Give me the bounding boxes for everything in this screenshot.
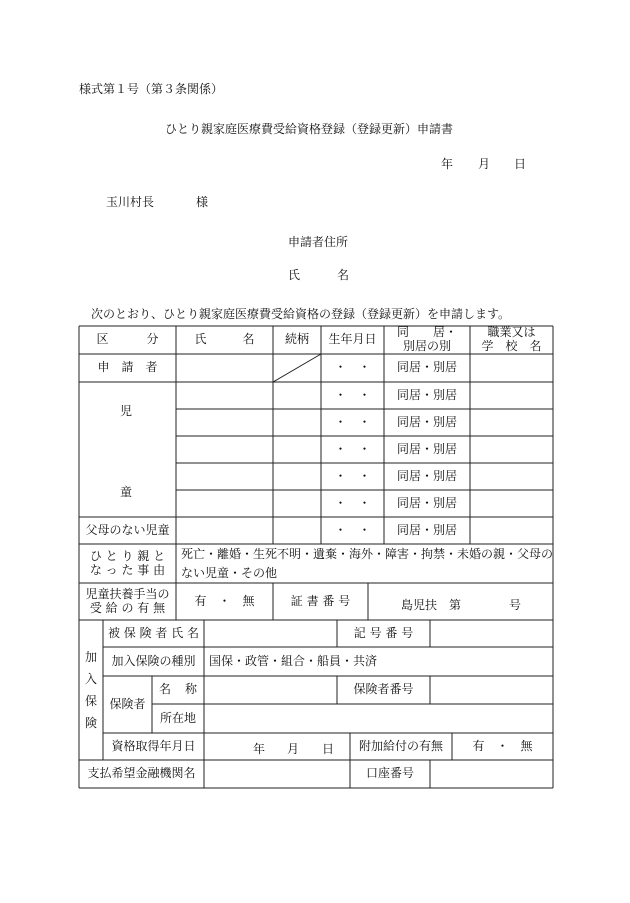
child-label-2: 童: [120, 485, 133, 499]
date-month-label: 月: [478, 157, 491, 171]
qualification-date-label: 資格取得年月日: [111, 738, 196, 753]
child-2-cohab[interactable]: 同居・別居: [396, 414, 457, 429]
insurance-side-char-2: 入: [84, 672, 97, 686]
header-name: [176, 326, 273, 354]
insured-name-label: 被 保 険 者 氏 名: [107, 625, 200, 640]
insurer-address-label: 所在地: [159, 710, 196, 725]
header-job-2: 学 校 名: [481, 339, 542, 353]
account-number-label: 口座番号: [365, 766, 414, 781]
certificate-suffix: 号: [509, 598, 522, 612]
reason-label-2: な っ た 事 由: [89, 562, 166, 577]
allowance-yes-no[interactable]: 有 ・ 無: [194, 593, 255, 608]
insurer-number-label: 保険者番号: [353, 682, 414, 697]
child-4-birthdate[interactable]: ・ ・: [334, 468, 371, 483]
applicant-cohab-option[interactable]: 同居・別居: [396, 360, 457, 375]
form-title: ひとり親家庭医療費受給資格登録（登録更新）申請書: [165, 122, 454, 136]
child-1-cohab[interactable]: 同居・別居: [396, 387, 457, 402]
insurer-label: 保険者: [109, 696, 146, 711]
allowance-label-1: 児童扶養手当の: [85, 586, 170, 601]
header-cohab-1: 同 居・: [396, 325, 457, 340]
insurer-name-label-1: 名: [158, 682, 171, 697]
certificate-number-label: 証 書 番 号: [290, 593, 351, 608]
date-day-label: 日: [514, 157, 527, 171]
child-3-birthdate[interactable]: ・ ・: [334, 441, 371, 456]
header-job-1: 職業又は: [487, 325, 536, 340]
applicant-address-label: 申請者住所: [288, 235, 349, 249]
certificate-prefix: 島児扶 第: [401, 598, 462, 612]
qualification-day-label: 日: [322, 742, 335, 756]
insurance-type-options[interactable]: 国保・政管・組合・船員・共済: [209, 653, 378, 668]
date-year-label: 年: [441, 157, 454, 171]
applicant-name-label-2: 名: [337, 268, 350, 282]
header-occupation: [470, 326, 553, 354]
addressee: 玉川村長: [106, 195, 155, 209]
qualification-year-label: 年: [253, 742, 266, 756]
insurance-side-char-3: 保: [84, 694, 97, 708]
header-category-2: 分: [146, 332, 159, 347]
qualification-month-label: 月: [287, 742, 300, 756]
child-5-birthdate[interactable]: ・ ・: [334, 495, 371, 510]
insurer-name-label-2: 称: [185, 682, 198, 697]
insurance-side-char-1: 加: [84, 650, 97, 664]
fatherless-child-label: 父母のない児童: [85, 522, 170, 537]
insurance-side-char-4: 険: [84, 716, 97, 730]
header-name-2: 名: [242, 332, 255, 347]
allowance-label-2: 受 給 の 有 無: [89, 600, 166, 615]
header-birthdate: 生年月日: [328, 332, 377, 347]
insurer-name-label: [152, 676, 204, 704]
applicant-row-label: 申 請 者: [97, 360, 158, 375]
fatherless-child-cohab[interactable]: 同居・別居: [396, 522, 457, 537]
insurance-type-label: 加入保険の種別: [111, 653, 196, 668]
header-name-1: 氏: [194, 332, 207, 347]
applicant-name-label-1: 氏: [288, 268, 301, 282]
header-cohabitation: [384, 326, 470, 354]
insurance-side-label: [84, 646, 98, 734]
child-5-cohab[interactable]: 同居・別居: [396, 495, 457, 510]
supplement-label: 附加給付の有無: [358, 738, 443, 753]
child-2-birthdate[interactable]: ・ ・: [334, 414, 371, 429]
form-number: 様式第１号（第３条関係）: [79, 82, 224, 96]
intro-text: 次のとおり、ひとり親家庭医療費受給資格の登録（登録更新）を申請します。: [91, 307, 511, 321]
child-4-cohab[interactable]: 同居・別居: [396, 468, 457, 483]
header-category-1: 区: [96, 332, 109, 347]
header-relation: 続柄: [284, 332, 309, 347]
child-label-1: 児: [120, 404, 133, 418]
header-category: [79, 326, 176, 354]
header-cohab-2: 別居の別: [402, 339, 451, 353]
reason-label-1: ひ と り 親 と: [89, 548, 166, 563]
reason-label: [79, 544, 176, 583]
honorific: 様: [196, 195, 209, 209]
allowance-label: [79, 583, 176, 620]
supplement-yes-no[interactable]: 有 ・ 無: [472, 738, 533, 753]
applicant-birthdate[interactable]: ・ ・: [334, 360, 371, 375]
fatherless-child-birthdate[interactable]: ・ ・: [334, 522, 371, 537]
symbol-number-label: 記 号 番 号: [353, 625, 414, 640]
reason-options[interactable]: 死亡・離婚・生死不明・遺棄・海外・障害・拘禁・未婚の親・父母のない児童・その他: [181, 546, 554, 580]
bank-name-label: 支払希望金融機関名: [87, 766, 196, 781]
child-1-birthdate[interactable]: ・ ・: [334, 387, 371, 402]
child-3-cohab[interactable]: 同居・別居: [396, 441, 457, 456]
